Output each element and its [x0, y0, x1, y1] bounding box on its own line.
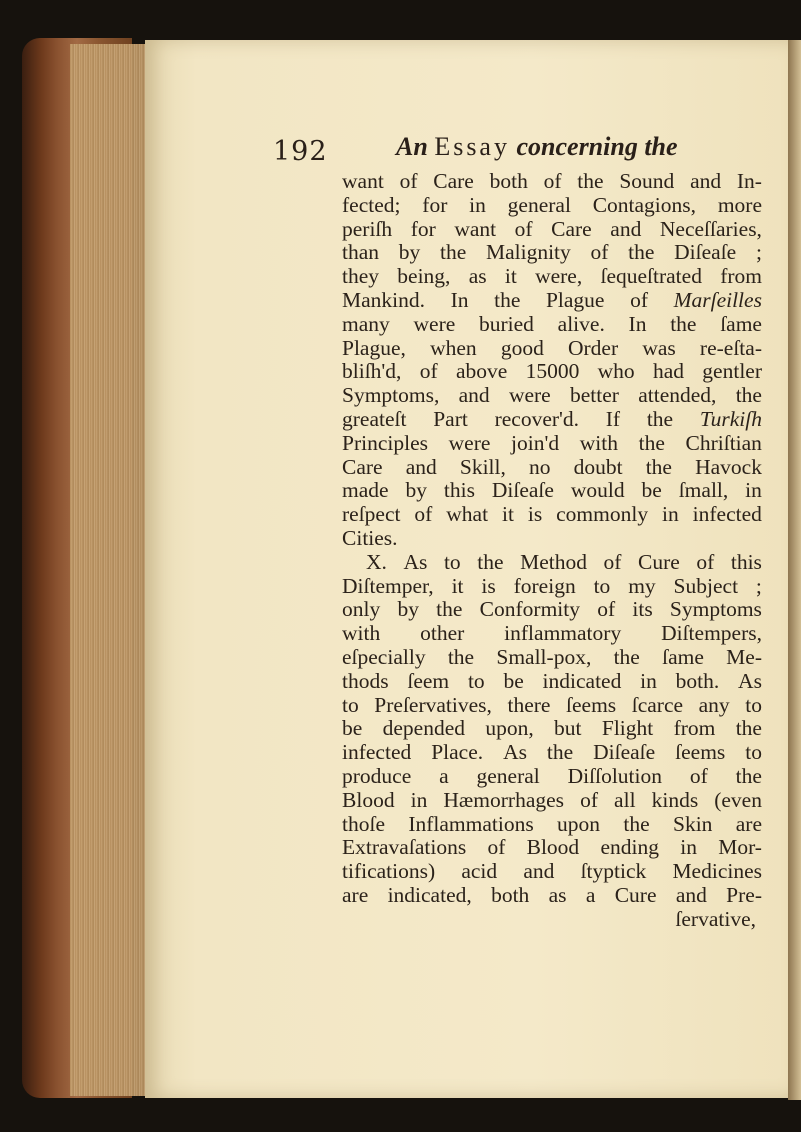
word: Sound [619, 169, 675, 193]
word: Cure [614, 882, 657, 907]
word: were [508, 383, 551, 408]
text-line [342, 836, 762, 860]
word: Subject [673, 573, 739, 598]
word: Symptoms [669, 597, 762, 622]
word: Small-pox, [496, 644, 592, 669]
word: want [454, 216, 497, 241]
text-line [342, 218, 762, 242]
word: in [640, 668, 657, 693]
text-line [342, 241, 762, 265]
word: as [468, 264, 487, 289]
word: are [735, 811, 762, 836]
text-line [342, 813, 762, 837]
word: and [458, 383, 490, 408]
word: of [399, 169, 418, 193]
word: Hæmorrhages [443, 787, 565, 812]
word: above [455, 359, 508, 384]
word: infected [342, 740, 412, 765]
text-line [342, 622, 762, 646]
word: periſh [342, 216, 393, 241]
word: many [342, 311, 390, 336]
word: Part [433, 406, 468, 431]
word: in [469, 192, 486, 217]
word: Care [433, 169, 474, 193]
word: foreign [513, 573, 576, 598]
word: both [489, 169, 528, 193]
word: in [662, 502, 679, 527]
text-line [342, 789, 762, 813]
word: of [514, 216, 533, 241]
word: the [447, 644, 475, 669]
page-block-edges [70, 44, 150, 1096]
word: the [577, 169, 604, 193]
word: eſpecially [342, 644, 426, 669]
word: to [745, 740, 762, 765]
word: Care [342, 454, 383, 479]
text-line [342, 670, 762, 694]
word: upon, [485, 716, 534, 741]
word: both [491, 882, 530, 907]
word: and [405, 454, 437, 479]
word: the [494, 287, 521, 312]
word: Havock [695, 454, 762, 479]
word: a [585, 882, 596, 907]
word: the [646, 406, 674, 431]
word: general [476, 763, 540, 788]
word: general [507, 192, 571, 217]
word: no [528, 454, 551, 479]
word: gentler [702, 359, 762, 384]
text-line [342, 860, 762, 884]
word: and [523, 859, 555, 884]
word: the [638, 430, 665, 455]
word: ; [755, 573, 762, 598]
word: kinds [651, 787, 699, 812]
word: it [451, 573, 464, 598]
word: and [690, 169, 722, 193]
word: As [503, 740, 527, 765]
word: thods [342, 668, 389, 693]
text-line [342, 741, 762, 765]
word: commonly [556, 502, 649, 527]
word: the [645, 454, 672, 479]
word: Cities. [342, 525, 398, 550]
text-line [342, 765, 762, 789]
word: and [675, 882, 707, 907]
word: the [477, 549, 504, 574]
word: from [673, 716, 716, 741]
text-line [342, 194, 762, 218]
running-head-an: An [396, 132, 428, 161]
word: were [413, 311, 456, 336]
word: was [642, 335, 676, 360]
word: Malignity [485, 240, 571, 265]
word: had [652, 359, 684, 384]
word: recover'd. [494, 406, 580, 431]
word: to [443, 549, 461, 574]
word: being, [397, 264, 451, 289]
word: acid [461, 859, 498, 884]
running-head [396, 132, 678, 162]
word: Contagions, [592, 192, 697, 217]
word: the [439, 240, 467, 265]
word: is [481, 573, 496, 598]
word: to [467, 668, 485, 693]
word: Chriſtian [685, 430, 762, 455]
word: In- [736, 169, 762, 193]
word: by [405, 478, 427, 503]
text-line [342, 551, 762, 575]
text-line [342, 313, 762, 337]
word: Flight [601, 716, 654, 741]
word: Diſeaſe [491, 478, 554, 503]
word: fected; [342, 192, 401, 217]
word: buried [479, 311, 534, 336]
word: when [430, 335, 477, 360]
word: thoſe [342, 811, 385, 836]
text-line [342, 503, 762, 527]
text-line [342, 289, 762, 313]
word: of [580, 787, 598, 812]
word: who [597, 359, 635, 384]
word: be [503, 668, 524, 693]
word: Turkiſh [699, 406, 762, 431]
word: Diſtempers, [661, 621, 762, 646]
word: Diſſolution [567, 763, 663, 788]
word: Care [551, 216, 592, 241]
word: Symptoms, [342, 383, 440, 408]
word: the [628, 240, 655, 265]
word: greateſt [342, 406, 407, 431]
word: inflammatory [504, 621, 622, 646]
word: be [342, 716, 363, 741]
word: the [735, 716, 762, 741]
word: bliſh'd, [342, 359, 402, 384]
word: Cure [638, 549, 680, 574]
word: tifications) [342, 859, 436, 884]
text-line [342, 337, 762, 361]
word: Method [520, 549, 587, 574]
word: Marſeilles [673, 287, 762, 312]
word: depended [382, 716, 466, 741]
word: attended, [638, 383, 717, 408]
word: my [628, 573, 656, 598]
word: of [414, 502, 433, 527]
word: As [738, 668, 762, 693]
word: Plague [545, 287, 605, 312]
word: would [570, 478, 625, 503]
word: (even [714, 787, 762, 812]
word: by [398, 240, 421, 265]
word: Diſeaſe [674, 240, 737, 265]
word: indicated [542, 668, 622, 693]
word: ſeems [566, 692, 617, 717]
text-line [342, 408, 762, 432]
word: to [593, 573, 611, 598]
word: Blood [342, 787, 395, 812]
word: ſame [662, 644, 704, 669]
word: with [342, 621, 381, 646]
word: Pre- [726, 882, 762, 907]
word: upon [557, 811, 601, 836]
word: they [342, 264, 380, 289]
text-line [342, 908, 762, 932]
word: all [614, 787, 636, 812]
word: Skin [672, 811, 713, 836]
word: indicated, [387, 882, 472, 907]
word: any [698, 692, 730, 717]
word: of [603, 549, 622, 574]
word: of [590, 240, 609, 265]
word: doubt [573, 454, 623, 479]
word: be [641, 478, 662, 503]
word: alive. [557, 311, 605, 336]
word: Me- [726, 644, 762, 669]
word: re-eſta- [699, 335, 762, 360]
word: of [689, 763, 708, 788]
page-number: 192 [273, 136, 328, 167]
word: of [597, 597, 616, 622]
word: there [507, 692, 551, 717]
word: Diſtemper, [342, 573, 434, 598]
word: As [403, 549, 428, 574]
word: want [342, 169, 384, 193]
word: Mor- [718, 835, 762, 860]
body-text [342, 170, 762, 932]
word: Place. [431, 740, 484, 765]
word: it [501, 502, 514, 527]
word: ſervative, [675, 906, 756, 931]
word: made [342, 478, 389, 503]
word: the [735, 763, 762, 788]
word: is [527, 502, 543, 527]
word: produce [342, 763, 412, 788]
word: what [446, 502, 489, 527]
word: the [613, 644, 640, 669]
word: more [717, 192, 762, 217]
word: Preſervatives, [374, 692, 492, 717]
word: Plague, [342, 335, 406, 360]
word: Skill, [459, 454, 506, 479]
word: Mankind. [342, 287, 426, 312]
word: with [579, 430, 618, 455]
word: the [436, 597, 463, 622]
word: to [745, 692, 762, 717]
word: in [680, 835, 697, 860]
word: Neceſſaries, [659, 216, 762, 241]
word: Inflammations [408, 811, 534, 836]
word: Conformity [479, 597, 581, 622]
text-line [342, 456, 762, 480]
word: 15000 [525, 359, 580, 384]
word: ſame [720, 311, 762, 336]
word: of [419, 359, 438, 384]
word: in [410, 787, 428, 812]
word: both. [675, 668, 720, 693]
word: Extravaſations [342, 835, 467, 860]
word: a [439, 763, 449, 788]
running-head-essay: Essay [434, 132, 510, 161]
word: ſmall, [678, 478, 729, 503]
text-line [342, 479, 762, 503]
word: If [605, 406, 621, 431]
word: this [730, 549, 762, 574]
text-line [342, 717, 762, 741]
word: ſequeſtrated [600, 264, 702, 289]
word: only [342, 597, 381, 622]
running-head-concerning: concerning the [516, 132, 678, 161]
word: infected [692, 502, 762, 527]
text-line [342, 598, 762, 622]
word: of [543, 169, 562, 193]
text-line [342, 694, 762, 718]
word: were, [535, 264, 583, 289]
word: for [410, 216, 436, 241]
word: are [342, 882, 369, 907]
word: Blood [526, 835, 580, 860]
word: and [610, 216, 642, 241]
word: Diſeaſe [593, 740, 656, 765]
word: reſpect [342, 502, 401, 527]
word: Order [568, 335, 619, 360]
word: from [720, 264, 762, 289]
word: the [546, 740, 574, 765]
word: the [670, 311, 697, 336]
word: In [450, 287, 469, 312]
word: its [632, 597, 653, 622]
word: ; [755, 240, 762, 265]
word: other [420, 621, 465, 646]
word: were [448, 430, 491, 455]
word: but [554, 716, 582, 741]
text-line [342, 360, 762, 384]
word: than [342, 240, 380, 265]
text-line [342, 575, 762, 599]
word: Medicines [672, 859, 762, 884]
text-line [342, 884, 762, 908]
word: ſeem [407, 668, 450, 693]
word: by [397, 597, 419, 622]
word: Principles [342, 430, 428, 455]
word: of [630, 287, 648, 312]
word: ſtyptick [580, 859, 647, 884]
word: better [570, 383, 619, 408]
word: this [443, 478, 475, 503]
text-line [342, 265, 762, 289]
text-line [342, 170, 762, 194]
word: ending [600, 835, 659, 860]
word: the [735, 383, 762, 408]
word: of [487, 835, 506, 860]
text-line [342, 432, 762, 456]
word: good [500, 335, 544, 360]
word: of [696, 549, 715, 574]
word: in [745, 478, 762, 503]
next-page-edge [788, 40, 801, 1100]
word: as [548, 882, 567, 907]
word: ſeems [675, 740, 726, 765]
word: it [504, 264, 517, 289]
word: the [623, 811, 650, 836]
word: join'd [511, 430, 560, 455]
text-line [342, 527, 762, 551]
word: ſcarce [631, 692, 684, 717]
word: for [422, 192, 448, 217]
text-line [342, 646, 762, 670]
word: In [628, 311, 647, 336]
text-line [342, 384, 762, 408]
word: to [342, 692, 359, 717]
word: X. [366, 549, 387, 574]
